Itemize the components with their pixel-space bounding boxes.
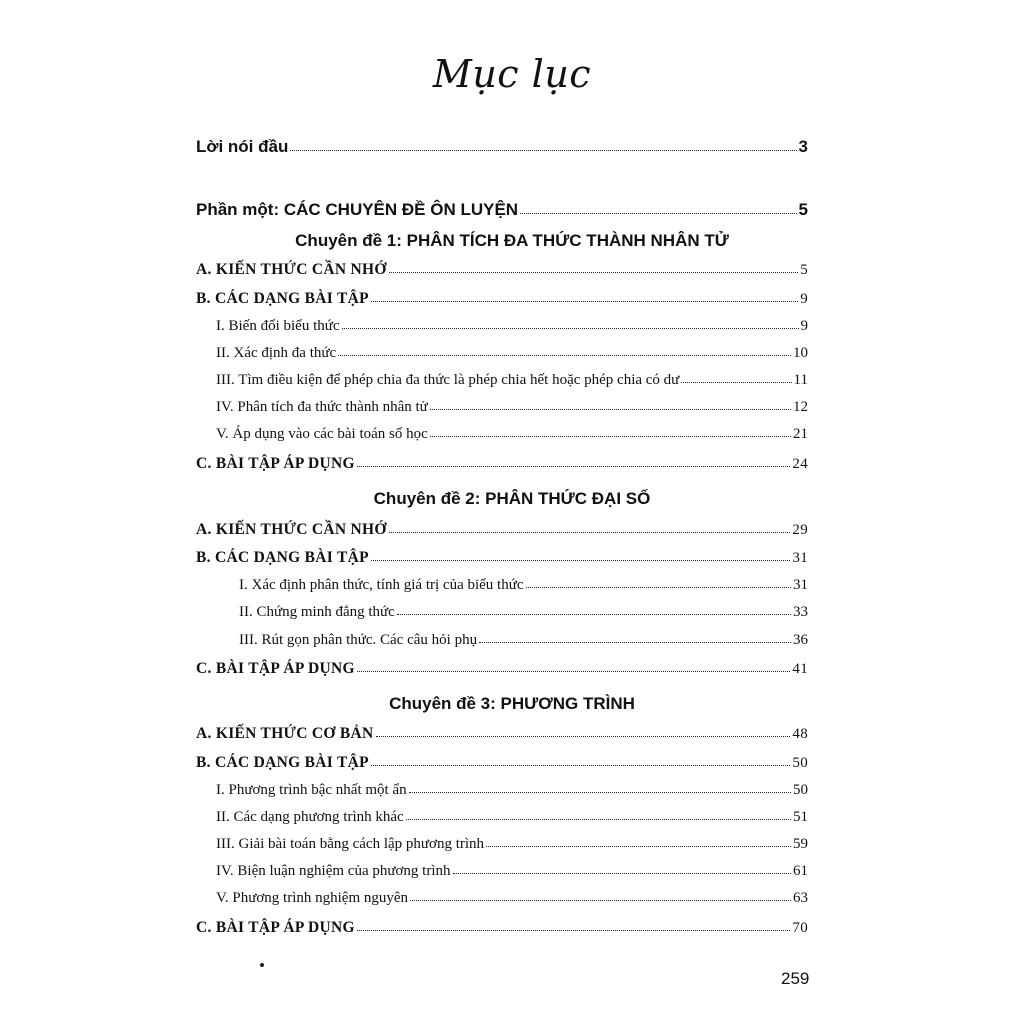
page-number: 259 bbox=[781, 969, 810, 988]
toc-entry-page: 36 bbox=[793, 632, 808, 648]
toc-entry-page: 41 bbox=[792, 661, 808, 677]
toc-entry-label: C. BÀI TẬP ÁP DỤNG bbox=[196, 660, 355, 677]
leader-dots bbox=[389, 272, 798, 273]
chapter-1-heading: Chuyên đề 1: PHÂN TÍCH ĐA THỨC THÀNH NHÂN TỬ bbox=[295, 231, 729, 250]
toc-entry-ch2-b1[interactable] bbox=[239, 577, 808, 594]
leader-dots bbox=[338, 355, 791, 356]
leader-dots bbox=[526, 587, 791, 588]
leader-dots bbox=[342, 328, 799, 329]
toc-entry-ch3-c[interactable] bbox=[196, 919, 808, 937]
toc-entry-part-one[interactable] bbox=[196, 200, 808, 220]
toc-entry-label: I. Phương trình bậc nhất một ẩn bbox=[216, 782, 407, 798]
toc-entry-label: III. Rút gọn phân thức. Các câu hỏi phụ bbox=[239, 632, 478, 648]
toc-entry-label: II. Xác định đa thức bbox=[216, 345, 337, 361]
toc-entry-ch2-a[interactable] bbox=[196, 521, 808, 539]
toc-entry-ch1-b[interactable] bbox=[196, 290, 808, 308]
toc-entry-page: 61 bbox=[793, 863, 808, 879]
toc-entry-ch3-b1[interactable] bbox=[216, 782, 808, 799]
toc-entry-page: 50 bbox=[793, 782, 808, 798]
chapter-2-heading: Chuyên đề 2: PHÂN THỨC ĐẠI SỐ bbox=[373, 489, 651, 508]
toc-entry-page: 3 bbox=[798, 137, 808, 156]
toc-entry-label: I. Biến đổi biểu thức bbox=[216, 318, 340, 334]
toc-entry-label: III. Tìm điều kiện để phép chia đa thức là phép chia hết hoặc phép chia có dư bbox=[216, 372, 680, 388]
toc-entry-ch1-b3[interactable] bbox=[216, 372, 808, 389]
toc-entry-page: 9 bbox=[800, 291, 808, 307]
toc-entry-page: 10 bbox=[793, 345, 808, 361]
leader-dots bbox=[409, 792, 791, 793]
toc-entry-preface[interactable] bbox=[196, 137, 808, 157]
toc-entry-ch3-b4[interactable] bbox=[216, 863, 808, 880]
toc-entry-ch1-b5[interactable] bbox=[216, 426, 808, 443]
toc-entry-ch3-b2[interactable] bbox=[216, 809, 808, 826]
toc-entry-ch3-b5[interactable] bbox=[216, 890, 808, 907]
toc-entry-label: IV. Biện luận nghiệm của phương trình bbox=[216, 863, 451, 879]
toc-entry-ch1-b4[interactable] bbox=[216, 399, 808, 416]
toc-entry-label: II. Chứng minh đẳng thức bbox=[239, 604, 395, 620]
toc-entry-page: 51 bbox=[793, 809, 808, 825]
toc-entry-page: 48 bbox=[792, 726, 808, 742]
leader-dots bbox=[371, 301, 798, 302]
toc-entry-label: IV. Phân tích đa thức thành nhân tử bbox=[216, 399, 428, 415]
toc-entry-label: Lời nói đầu bbox=[196, 137, 289, 156]
toc-entry-page: 31 bbox=[793, 577, 808, 593]
toc-entry-ch2-b2[interactable] bbox=[239, 604, 808, 621]
leader-dots bbox=[371, 765, 790, 766]
toc-entry-label: B. CÁC DẠNG BÀI TẬP bbox=[196, 549, 369, 566]
toc-entry-label: C. BÀI TẬP ÁP DỤNG bbox=[196, 919, 355, 936]
toc-entry-page: 21 bbox=[793, 426, 808, 442]
leader-dots bbox=[430, 409, 791, 410]
toc-entry-page: 70 bbox=[792, 920, 808, 936]
leader-dots bbox=[681, 382, 791, 383]
toc-entry-page: 33 bbox=[793, 604, 808, 620]
toc-entry-page: 24 bbox=[792, 456, 808, 472]
toc-entry-label: B. CÁC DẠNG BÀI TẬP bbox=[196, 754, 369, 771]
leader-dots bbox=[397, 614, 791, 615]
toc-entry-page: 59 bbox=[793, 836, 808, 852]
leader-dots bbox=[357, 930, 791, 931]
leader-dots bbox=[479, 642, 791, 643]
toc-entry-ch1-b2[interactable] bbox=[216, 345, 808, 362]
leader-dots bbox=[430, 436, 791, 437]
toc-entry-label: A. KIẾN THỨC CƠ BẢN bbox=[196, 725, 374, 742]
toc-entry-label: V. Phương trình nghiệm nguyên bbox=[216, 890, 409, 906]
leader-dots bbox=[357, 466, 791, 467]
leader-dots bbox=[520, 213, 796, 214]
toc-entry-page: 50 bbox=[792, 755, 808, 771]
leader-dots bbox=[376, 736, 791, 737]
leader-dots bbox=[389, 532, 791, 533]
toc-entry-ch3-b3[interactable] bbox=[216, 836, 808, 853]
toc-entry-page: 11 bbox=[793, 372, 808, 388]
toc-entry-page: 5 bbox=[800, 262, 808, 278]
toc-entry-label: A. KIẾN THỨC CẦN NHỚ bbox=[196, 261, 387, 278]
leader-dots bbox=[486, 846, 791, 847]
leader-dots bbox=[357, 671, 791, 672]
toc-entry-ch2-b3[interactable] bbox=[239, 632, 808, 649]
toc-entry-label: V. Áp dụng vào các bài toán số học bbox=[216, 426, 428, 442]
toc-entry-page: 31 bbox=[792, 550, 808, 566]
leader-dots bbox=[410, 900, 791, 901]
toc-entry-ch1-a[interactable] bbox=[196, 261, 808, 279]
toc-entry-label: I. Xác định phân thức, tính giá trị của biểu thức bbox=[239, 577, 524, 593]
leader-dots bbox=[453, 873, 792, 874]
toc-entry-page: 12 bbox=[793, 399, 808, 415]
toc-entry-page: 29 bbox=[792, 522, 808, 538]
toc-entry-ch2-b[interactable] bbox=[196, 549, 808, 567]
toc-entry-label: Phần một: CÁC CHUYÊN ĐỀ ÔN LUYỆN bbox=[196, 200, 519, 219]
toc-entry-ch1-c[interactable] bbox=[196, 455, 808, 473]
toc-entry-ch3-b[interactable] bbox=[196, 754, 808, 772]
toc-entry-label: III. Giải bài toán bằng cách lập phương trình bbox=[216, 836, 485, 852]
leader-dots bbox=[290, 150, 796, 151]
toc-entry-label: C. BÀI TẬP ÁP DỤNG bbox=[196, 455, 355, 472]
toc-entry-page: 5 bbox=[798, 200, 808, 219]
leader-dots bbox=[371, 560, 790, 561]
chapter-3-heading: Chuyên đề 3: PHƯƠNG TRÌNH bbox=[389, 694, 635, 713]
toc-entry-ch1-b1[interactable] bbox=[216, 318, 808, 335]
toc-entry-label: B. CÁC DẠNG BÀI TẬP bbox=[196, 290, 369, 307]
page-title: Mục lục bbox=[432, 52, 592, 96]
toc-entry-page: 9 bbox=[800, 318, 808, 334]
leader-dots bbox=[406, 819, 791, 820]
toc-entry-label: A. KIẾN THỨC CẦN NHỚ bbox=[196, 521, 387, 538]
toc-entry-ch3-a[interactable] bbox=[196, 725, 808, 743]
toc-entry-page: 63 bbox=[793, 890, 808, 906]
toc-entry-ch2-c[interactable] bbox=[196, 660, 808, 678]
toc-entry-label: II. Các dạng phương trình khác bbox=[216, 809, 404, 825]
ink-speck bbox=[260, 963, 264, 967]
